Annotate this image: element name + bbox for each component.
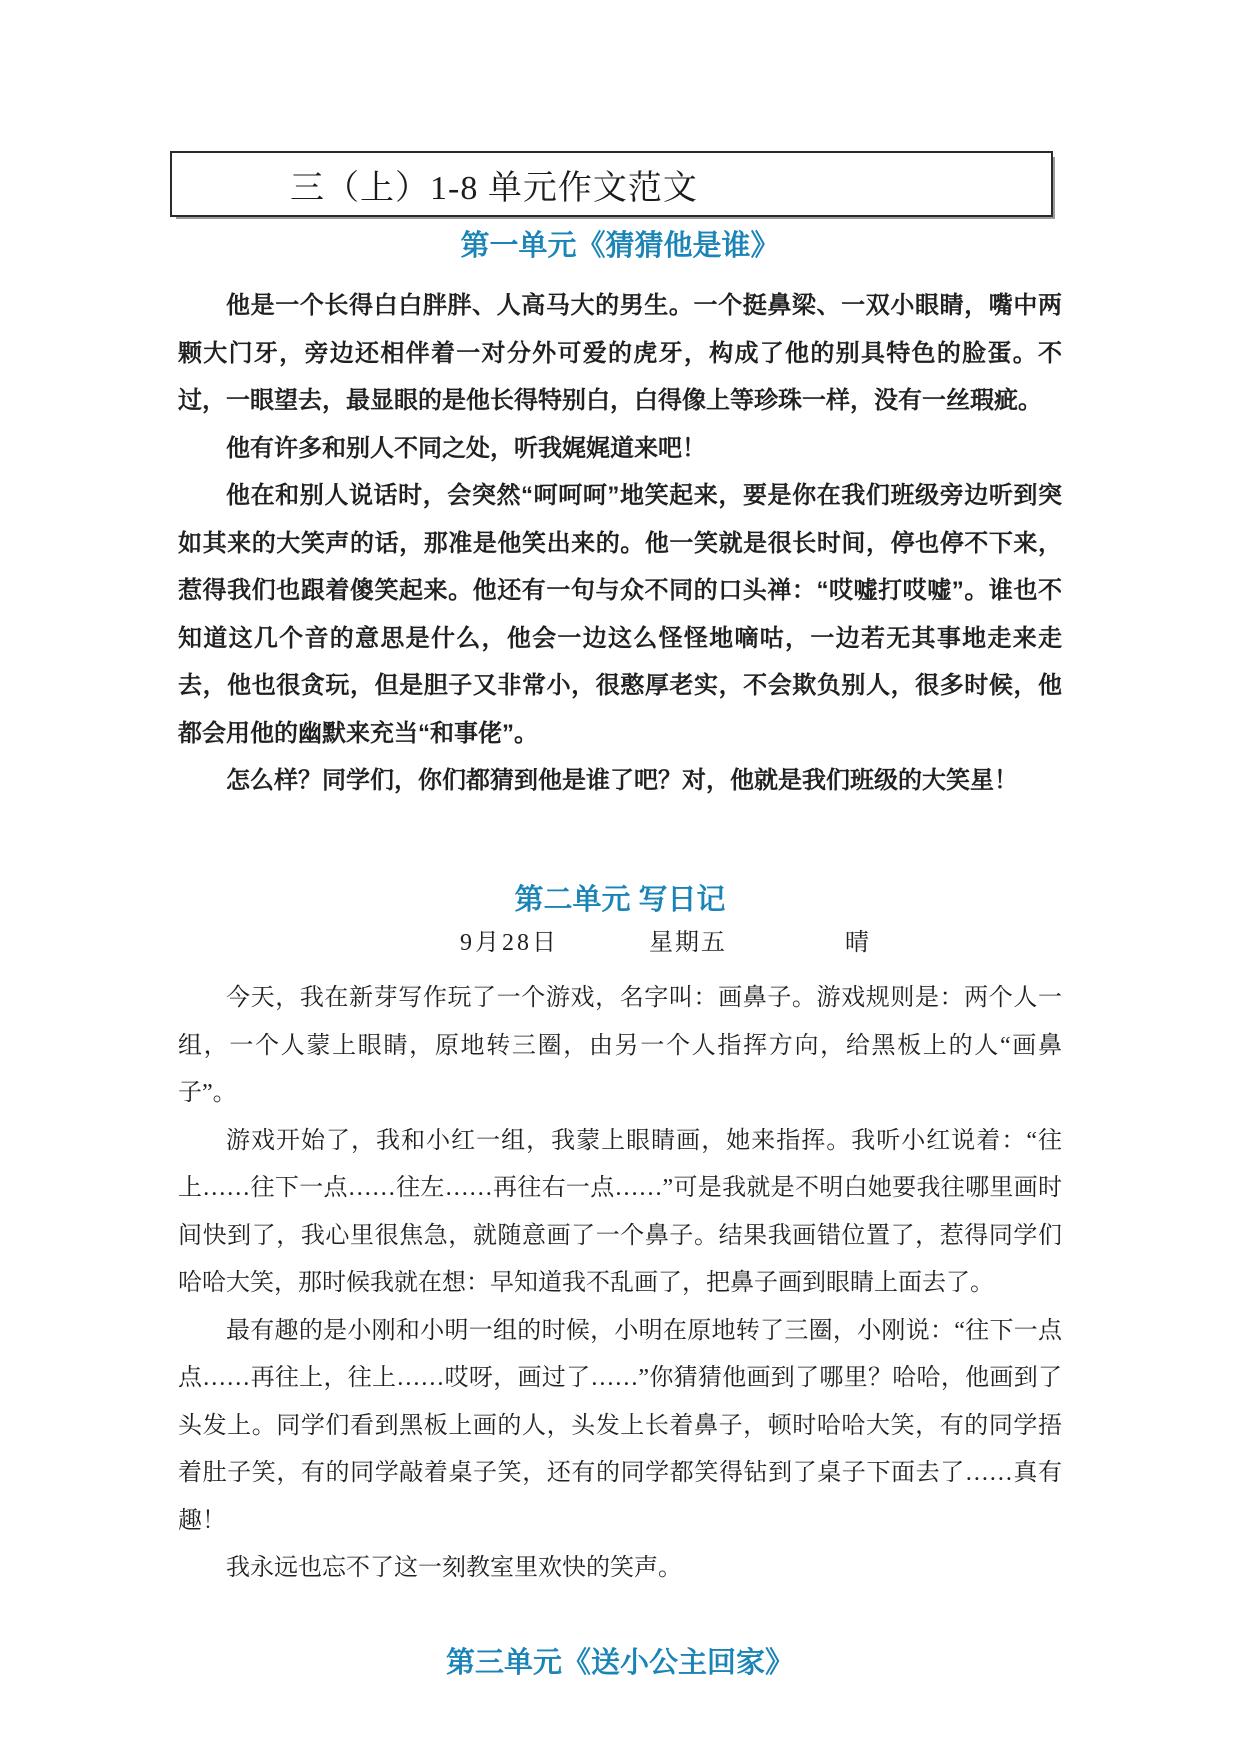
paragraph: 我永远也忘不了这一刻教室里欢快的笑声。 bbox=[226, 1555, 682, 1581]
unit-3-heading: 第三单元《送小公主回家》 bbox=[445, 1646, 794, 1679]
unit-2-body bbox=[178, 975, 1062, 1593]
unit-1-heading: 第一单元《猜猜他是谁》 bbox=[460, 230, 780, 262]
diary-date: 9月28日 bbox=[460, 929, 559, 956]
paragraph: 游戏开始了，我和小红一组，我蒙上眼睛画，她来指挥。我听小红说着：“往上……往下一点……往左……再往右一点……”可是我就是不明白她要我往哪里画时间快到了，我心里很焦急，就随意画了一个鼻子。结果我画错位置了，惹得同学们哈哈大笑，那时候我就在想：早知道我不乱画了，把鼻子画到眼睛上面去了。 bbox=[178, 1127, 1062, 1296]
document-title-box bbox=[170, 151, 1053, 217]
document-content bbox=[178, 226, 1062, 1683]
diary-date-line bbox=[178, 920, 1062, 968]
document-title: 三（上）1-8 单元作文范文 bbox=[290, 169, 698, 207]
unit-2-heading: 第二单元 写日记 bbox=[514, 883, 726, 916]
diary-weather: 晴 bbox=[845, 929, 869, 956]
section-unit-1 bbox=[178, 226, 1062, 805]
section-unit-2 bbox=[178, 880, 1062, 1593]
paragraph: 今天，我在新芽写作玩了一个游戏，名字叫：画鼻子。游戏规则是：两个人一组，一个人蒙上眼睛，原地转三圈，由另一个人指挥方向，给黑板上的人“画鼻子”。 bbox=[178, 985, 1062, 1106]
paragraph: 怎么样？同学们，你们都猜到他是谁了吧？对，他就是我们班级的大笑星！ bbox=[226, 767, 1018, 794]
paragraph: 最有趣的是小刚和小明一组的时候，小明在原地转了三圈，小刚说：“往下一点点……再往上，往上……哎呀，画过了……”你猜猜他画到了哪里？哈哈，他画到了头发上。同学们看到黑板上画的人，头发上长着鼻子，顿时哈哈大笑，有的同学捂着肚子笑，有的同学敲着桌子笑，还有的同学都笑得钻到了桌子下面去了……真有趣！ bbox=[178, 1317, 1062, 1534]
diary-weekday: 星期五 bbox=[649, 929, 727, 956]
paragraph: 他有许多和别人不同之处，听我娓娓道来吧！ bbox=[226, 434, 706, 462]
paragraph: 他在和别人说话时，会突然“呵呵呵”地笑起来，要是你在我们班级旁边听到突如其来的大笑声的话，那准是他笑出来的。他一笑就是很长时间，停也停不下来，惹得我们也跟着傻笑起来。他还有一句与众不同的口头禅：“哎嘘打哎嘘”。谁也不知道这几个音的意思是什么，他会一边这么怪怪地嘀咕，一边若无其事地走来走去，他也很贪玩，但是胆子又非常小，很憨厚老实，不会欺负别人，很多时候，他都会用他的幽默来充当“和事佬”。 bbox=[178, 482, 1062, 747]
paragraph: 他是一个长得白白胖胖、人高马大的男生。一个挺鼻梁、一双小眼睛，嘴中两颗大门牙，旁边还相伴着一对分外可爱的虎牙，构成了他的别具特色的脸蛋。不过，一眼望去，最显眼的是他长得特别白，白得像上等珍珠一样，没有一丝瑕疵。 bbox=[178, 292, 1062, 414]
section-unit-3 bbox=[178, 1643, 1062, 1683]
unit-1-body bbox=[178, 282, 1062, 805]
